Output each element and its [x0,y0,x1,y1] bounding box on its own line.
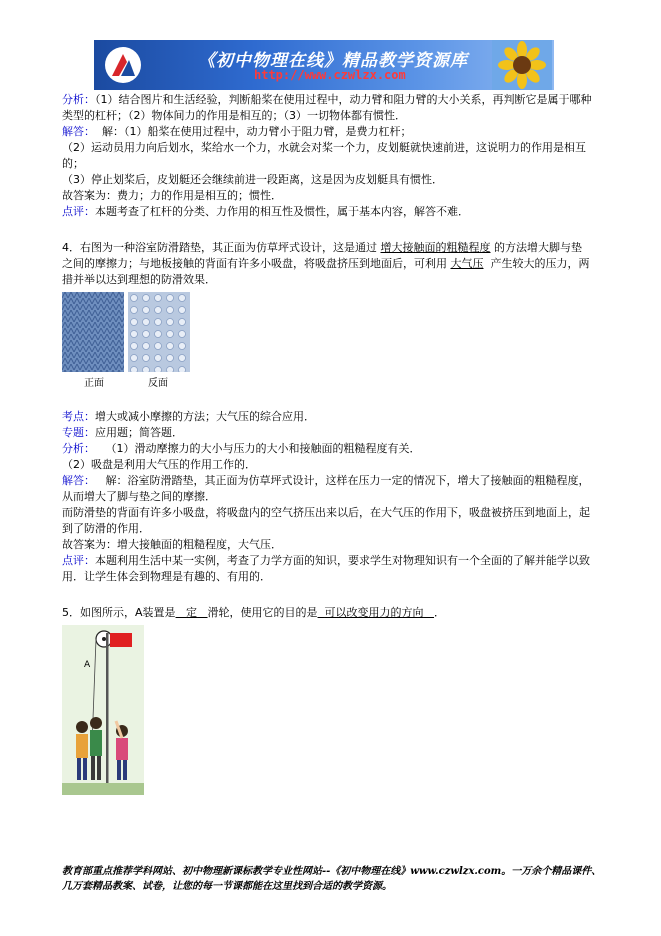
bath-mat-photo [62,292,190,389]
q4-point-label: 考点： [62,410,95,423]
photo-caption-back: 反面 [148,378,168,389]
q4-stem-a: 4．右图为一种浴室防滑踏垫，其正面为仿草坪式设计，这是通过 [62,241,377,254]
q4-solution-label: 解答： [62,474,95,487]
photo-caption-front: 正面 [84,378,104,389]
q4-topic-text: 应用题；简答题． [95,426,183,439]
q3-analysis-label: 分析： [62,93,95,106]
page-footer [62,864,622,894]
q3-analysis-text: （1）结合图片和生活经验，判断船桨在使用过程中，动力臂和阻力臂的大小关系，再判断它是属于哪种类型的杠杆；（2）物体间力的作用是相互的；（3）一切物体都有惯性． [62,93,592,122]
q5-blank-1 [176,606,208,619]
q4-solution-1: 解：浴室防滑踏垫，其正面为仿草坪式设计，这样在压力一定的情况下，增大了接触面的粗糙程度，从而增大了脚与垫之间的摩擦． [62,474,590,503]
flagpole-illustration [62,625,144,795]
q3-solution-1: 解：（1）船桨在使用过程中，动力臂小于阻力臂，是费力杠杆； [102,125,412,138]
q4-comment-label: 点评： [62,554,95,567]
footer-line-1: 教育部重点推荐学科网站、初中物理新课标教学专业性网站--《初中物理在线》www.czwlzx.com。一万余个精品课件、 [62,866,602,877]
q4-point-text: 增大或减小摩擦的方法；大气压的综合应用． [95,410,315,423]
q3-solution-2: （2）运动员用力向后划水，桨给水一个力，水就会对桨一个力，皮划艇就快速前进，这说明力的作用是相互的； [62,141,586,170]
pulley-label: A [84,660,91,670]
q3-answer: 故答案为：费力；力的作用是相互的；惯性． [62,189,282,202]
q5-blank-1-text: 定 [186,606,198,619]
header-banner [94,40,554,90]
q5-stem-c: ． [434,606,446,619]
q3-solution-label: 解答： [62,125,95,138]
q3-comment-text: 本题考查了杠杆的分类、力作用的相互性及惯性，属于基本内容，解答不难． [95,205,469,218]
q4-stem-c: 产生较大的压力，两措并举以达到理想的防滑效果． [62,257,590,286]
q4-analysis-2: （2）吸盘是利用大气压的作用工作的． [62,458,256,471]
q4-analysis-1: （1）滑动摩擦力的大小与压力的大小和接触面的粗糙程度有关． [105,442,421,455]
q4-solution [62,473,592,505]
q5-stem-a: 5．如图所示，A装置是 [62,606,176,619]
q3-solution [62,124,592,140]
q5-blank-2 [318,606,435,619]
q5-stem-b: 滑轮，使用它的目的是 [207,606,318,619]
q4-topic [62,425,592,441]
q4-comment [62,553,592,585]
q3-analysis [62,92,592,124]
q4-stem-b: 的方法增大脚与垫之间的摩擦力；与地板接触的背面有许多小吸盘，将吸盘挤压到地面后，可利用 [62,241,582,270]
footer-line-2: 几万套精品教案、试卷，让您的每一节课都能在这里找到合适的教学资源。 [62,881,392,892]
q4-analysis-label: 分析： [62,442,95,455]
banner-title: 《初中物理在线》精品教学资源库 [198,51,468,71]
mat-front-image [62,292,124,372]
q3-comment-label: 点评： [62,205,95,218]
mat-back-image [128,292,190,372]
q3-solution-3: （3）停止划桨后，皮划艇还会继续前进一段距离，这是因为皮划艇具有惯性． [62,173,443,186]
q4-blank-1: 增大接触面的粗糙程度 [380,241,491,254]
q4-solution-2: 而防滑垫的背面有许多小吸盘，将吸盘内的空气挤压出来以后，在大气压的作用下，吸盘被挤压到地面上，起到了防滑的作用． [62,506,590,535]
q4-topic-label: 专题： [62,426,95,439]
q5-blank-2-text: 可以改变用力的方向 [324,606,424,619]
q4-stem [62,240,592,288]
logo-icon [104,46,142,84]
q4-blank-2: 大气压 [450,257,484,270]
q4-answer: 故答案为：增大接触面的粗糙程度，大气压． [62,538,282,551]
document-body [62,92,592,798]
q5-stem [62,605,592,621]
sunflower-icon [492,40,552,90]
q3-comment [62,204,592,220]
q4-point [62,409,592,425]
q4-analysis [62,441,592,457]
banner-url[interactable]: http://www.czwlzx.com [254,68,406,82]
q4-comment-text: 本题利用生活中某一实例，考查了力学方面的知识，要求学生对物理知识有一个全面的了解并能学以致用．让学生体会到物理是有趣的、有用的． [62,554,590,583]
